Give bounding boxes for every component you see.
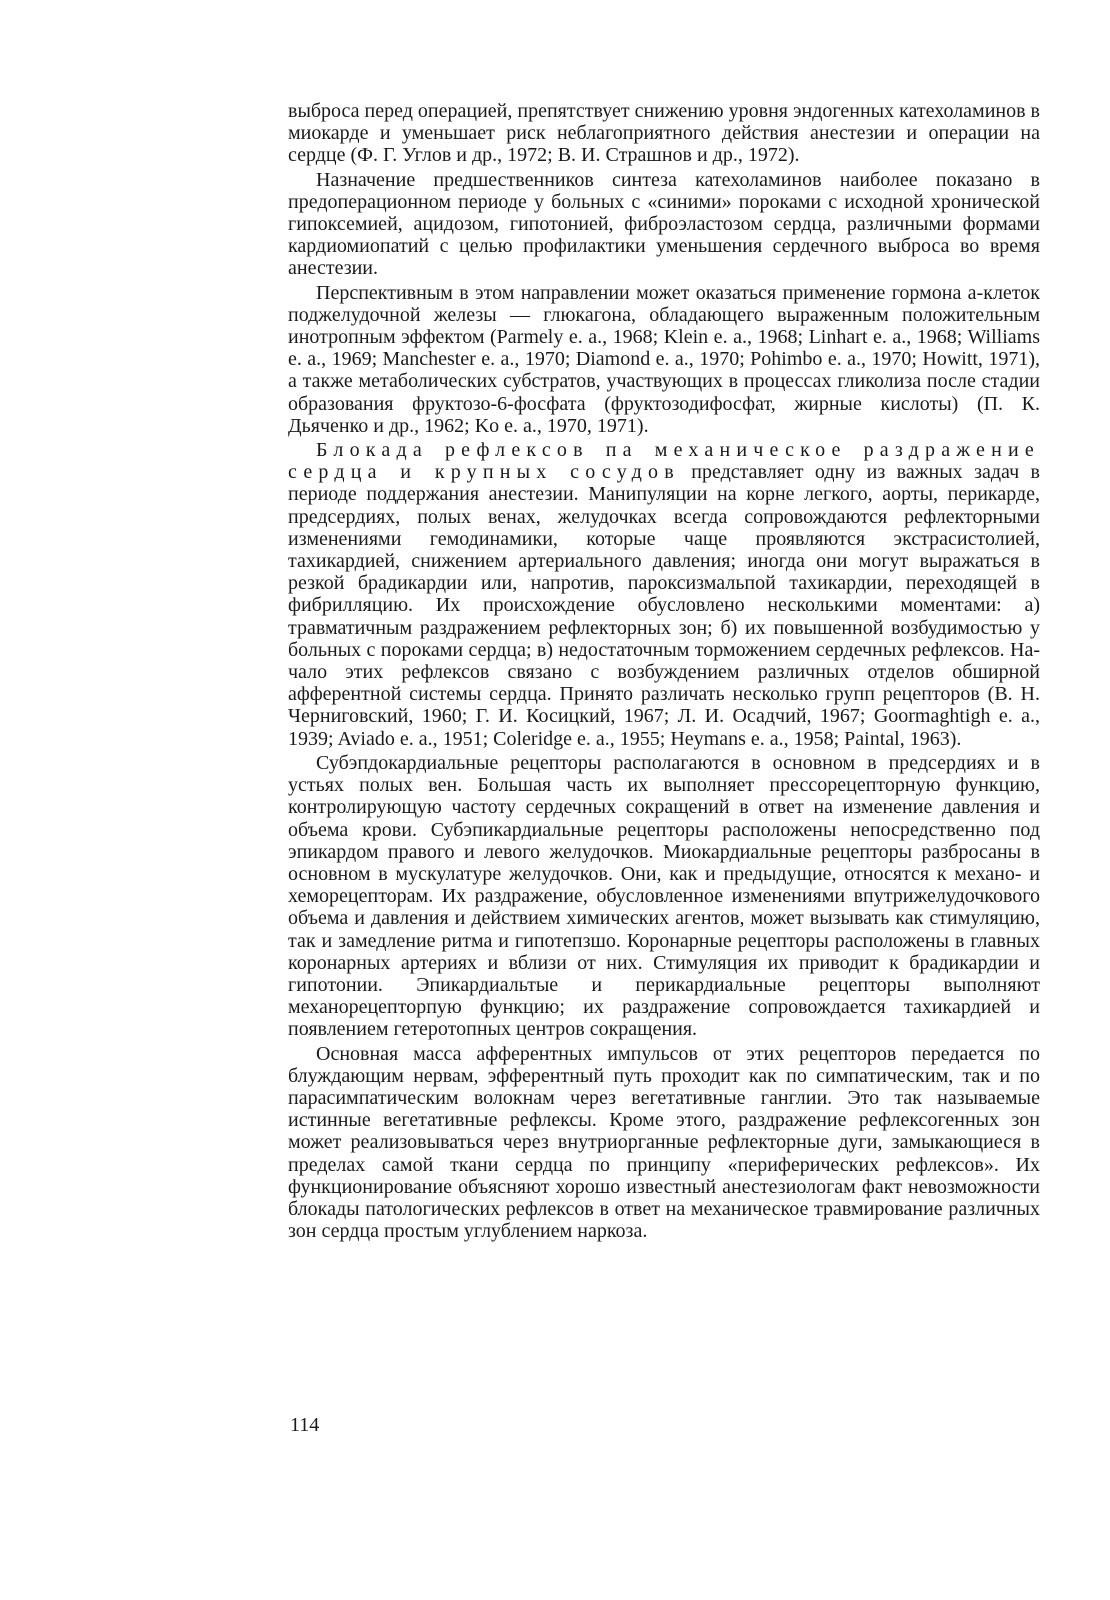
spaced-heading: Блокада рефлексов па механическое раздражение сердца и крупных сосудов — [288, 439, 1040, 484]
page-body — [288, 100, 1040, 1242]
paragraph-6: Основная масса афферентных импульсов от этих рецепторов передается по блуждающим нервам, эфферентный путь проходит как по симпатическим, так и по парасимпатическим волокнам через вегетативные ганглии. Это так называемые истинные вегетативные рефлексы. Кроме этого, раздражение рефлексогенных зон может реализовываться через внутриорганные рефлекторные дуги, замыкающиеся в пределах самой ткани сердца по принципу «периферических рефлексов». Их функционирование объясняют хорошо известный анестезиологам факт невозможности блокады патологических рефлексов в ответ на механическое травмирование различных зон сердца простым углублением наркоза. — [288, 1042, 1040, 1243]
paragraph-3: Перспективным в этом направлении может оказаться применение гормона а-клеток поджелудочной железы — глюкагона, обладающего выраженным положительным инотропным эффектом (Parmely e. a., 1968; Klein e. a., 1968; Linhart e. a., 1968; Williams e. a., 1969; Manchester e. a., 1970; Diamond e. a., 1970; Pohimbo e. a., 1970; Howitt, 1971), а также метаболических субстратов, участвующих в процессах гликолиза после стадии образования фруктозо-6-фосфата (фруктозодифосфат, жирные кислоты) (П. К. Дьяченко и др., 1962; Ko e. a., 1970, 1971). — [288, 281, 1040, 437]
paragraph-5: Субэпдокардиальные рецепторы располагаются в основном в предсердиях и в устьях полых вен. Большая часть их выполняет прессорецепторную функцию, контролирующую частоту сердечных сокращений в ответ на изменение давления и объема крови. Субэпикардиальные рецепторы расположены непосредственно под эпикардом правого и левого желудочков. Миокардиальные рецепторы разбросаны в основном в мускулатуре желудочков. Они, как и предыдущие, относятся к механо- и хеморецепторам. Их раздражение, обусловленное изменениями впутрижелудочкового объема и давления и действием химических агентов, может вызывать как стимуляцию, так и замедление ритма и гипотепзшо. Коронарные рецепторы расположены в главных коронарных артериях и вблизи от них. Стимуляция их приводит к брадикардии и гипотонии. Эпикардиальтые и перикардиальные рецепторы выполняют механорецепторпую функцию; их раздражение сопровождается тахикардией и появлением гетеротопных центров сокращения. — [288, 751, 1040, 1041]
paragraph-4-text: представляет одну из важных задач в периоде поддержания анестезии. Манипуляции на корне легкого, аорты, перикарде, предсердиях, полых венах, желудочках всегда сопровождаются рефлекторными изменениями гемодинамики, которые чаще проявляются экстрасистолией, тахикардией, снижением артериального давления; иногда они могут выражаться в резкой брадикардии или, напротив, пароксизмальпой тахикардии, переходящей в фибрилляцию. Их происхождение обусловлено несколькими моментами: а) травматичным раздражением рефлекторных зон; б) их повышенной возбудимостью у больных с пороками сердца; в) недостаточным торможением сердечных рефлексов. Начало этих рефлексов связано с возбуждением различных отделов обширной афферентной системы сердца. Принято различать несколько групп рецепторов (В. Н. Черниговский, 1960; Г. И. Косицкий, 1967; Л. И. Осадчий, 1967; Goormaghtigh e. a., 1939; Aviado e. a., 1951; Coleridge e. a., 1955; Heymans e. a., 1958; Paintal, 1963). — [288, 461, 1041, 750]
paragraph-4 — [288, 439, 1040, 750]
page-number: 114 — [290, 1414, 320, 1436]
paragraph-2: Назначение предшественников синтеза катехоламинов наиболее показано в предоперационном периоде у больных с «синими» пороками с исходной хронической гипоксемией, ацидозом, гипотонией, фиброэластозом сердца, различными формами кардиомиопатий с целью профилактики уменьшения сердечного выброса во время анестезии. — [288, 168, 1040, 280]
paragraph-1: выброса перед операцией, препятствует снижению уровня эндогенных катехоламинов в миокарде и уменьшает риск неблагоприятного действия анестезии и операции на сердце (Ф. Г. Углов и др., 1972; В. И. Страшнов и др., 1972). — [288, 100, 1041, 167]
